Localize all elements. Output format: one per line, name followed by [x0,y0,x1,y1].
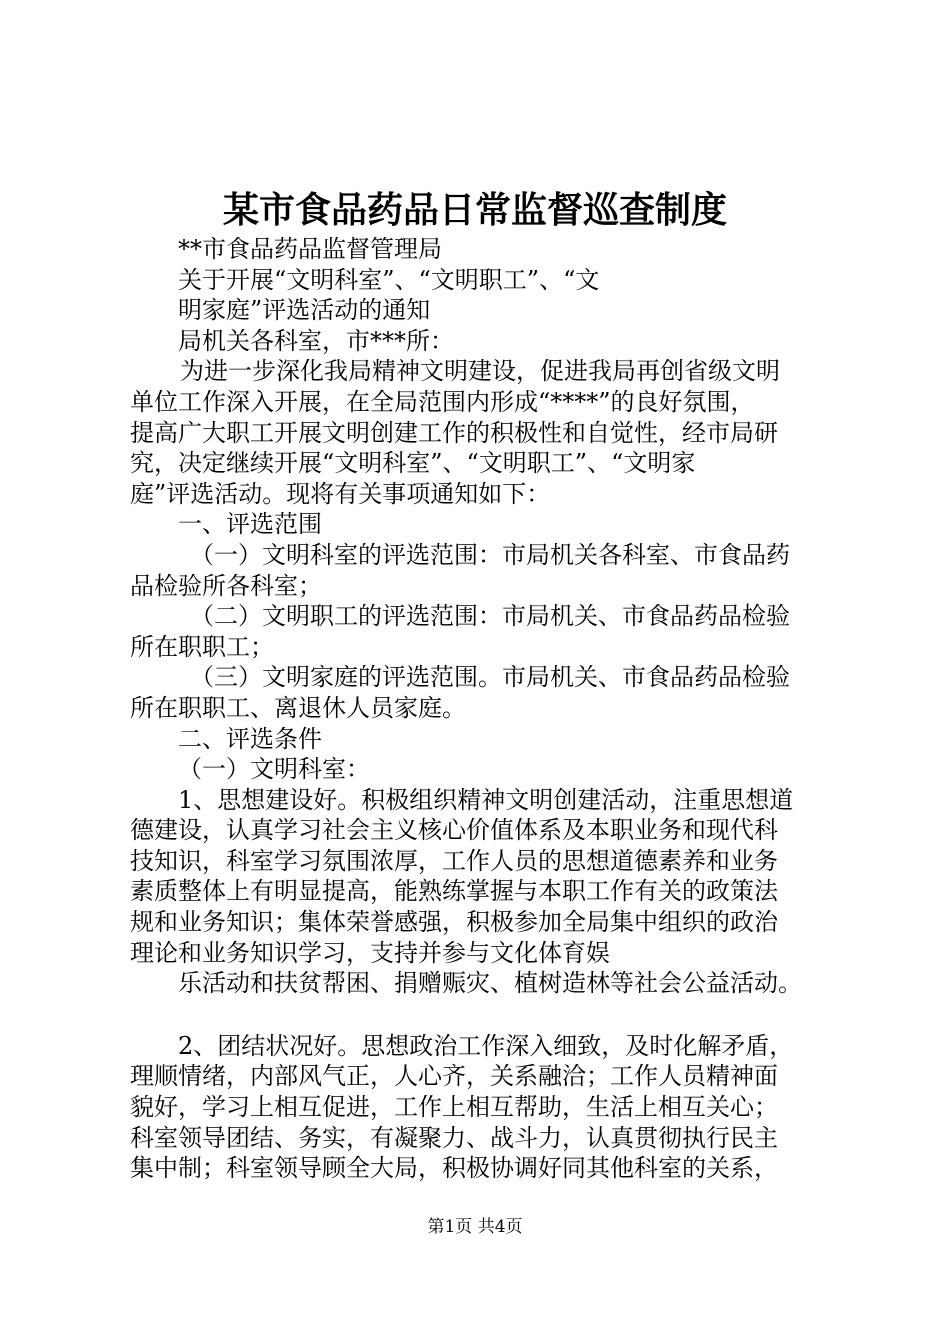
text-line: 关于开展“文明科室”、“文明职工”、“文 [178,265,600,294]
text-line: 2、团结状况好。思想政治工作深入细致，及时化解矛盾， [178,1031,794,1060]
subsection-heading: （一）文明科室： [178,755,370,784]
text-line: 规和业务知识；集体荣誉感强，积极参加全局集中组织的政治 [130,908,778,937]
text-line: 理论和业务知识学习，支持并参与文化体育娱 [130,938,610,967]
text-line: 究，决定继续开展“文明科室”、“文明职工”、“文明家 [130,449,696,478]
text-line: 局机关各科室，市***所： [178,326,454,355]
text-line: 素质整体上有明显提高，能熟练掌握与本职工作有关的政策法 [130,877,778,906]
text-line: 提高广大职工开展文明创建工作的积极性和自觉性，经市局研 [130,418,778,447]
text-line: 乐活动和扶贫帮困、捐赠赈灾、植树造林等社会公益活动。 [178,969,802,998]
page-number: 第1页 共4页 [427,1217,523,1237]
text-line: 所在职职工、离退休人员家庭。 [130,693,466,722]
text-line: （二）文明职工的评选范围：市局机关、市食品药品检验 [190,602,790,631]
text-line: 所在职职工； [130,632,274,661]
text-line: 明家庭”评选活动的通知 [178,296,431,325]
text-line: 集中制；科室领导顾全大局，积极协调好同其他科室的关系， [130,1154,778,1183]
text-line: 1、思想建设好。积极组织精神文明创建活动，注重思想道 [178,785,794,814]
text-line: 品检验所各科室； [130,571,322,600]
text-line: **市食品药品监督管理局 [178,235,442,263]
text-line: 德建设，认真学习社会主义核心价值体系及本职业务和现代科 [130,816,778,845]
section-heading: 一、评选范围 [178,510,322,539]
text-line: （三）文明家庭的评选范围。市局机关、市食品药品检验 [190,663,790,692]
text-line: 科室领导团结、务实，有凝聚力、战斗力，认真贯彻执行民主 [130,1123,778,1152]
text-line: 为进一步深化我局精神文明建设，促进我局再创省级文明 [180,357,780,386]
section-heading: 二、评选条件 [178,724,322,753]
document-title: 某市食品药品日常监督巡查制度 [222,189,727,231]
paragraph-gap [130,999,842,1031]
document-body [130,234,842,1184]
text-line: 庭”评选活动。现将有关事项通知如下： [130,479,551,508]
text-line: 单位工作深入开展，在全局范围内形成“****”的良好氛围， [130,387,755,416]
text-line: 貌好，学习上相互促进，工作上相互帮助，生活上相互关心； [130,1093,778,1122]
text-line: 技知识，科室学习氛围浓厚，工作人员的思想道德素养和业务 [130,846,778,875]
text-line: 理顺情绪，内部风气正，人心齐，关系融洽；工作人员精神面 [130,1062,778,1091]
text-line: （一）文明科室的评选范围：市局机关各科室、市食品药 [190,540,790,569]
